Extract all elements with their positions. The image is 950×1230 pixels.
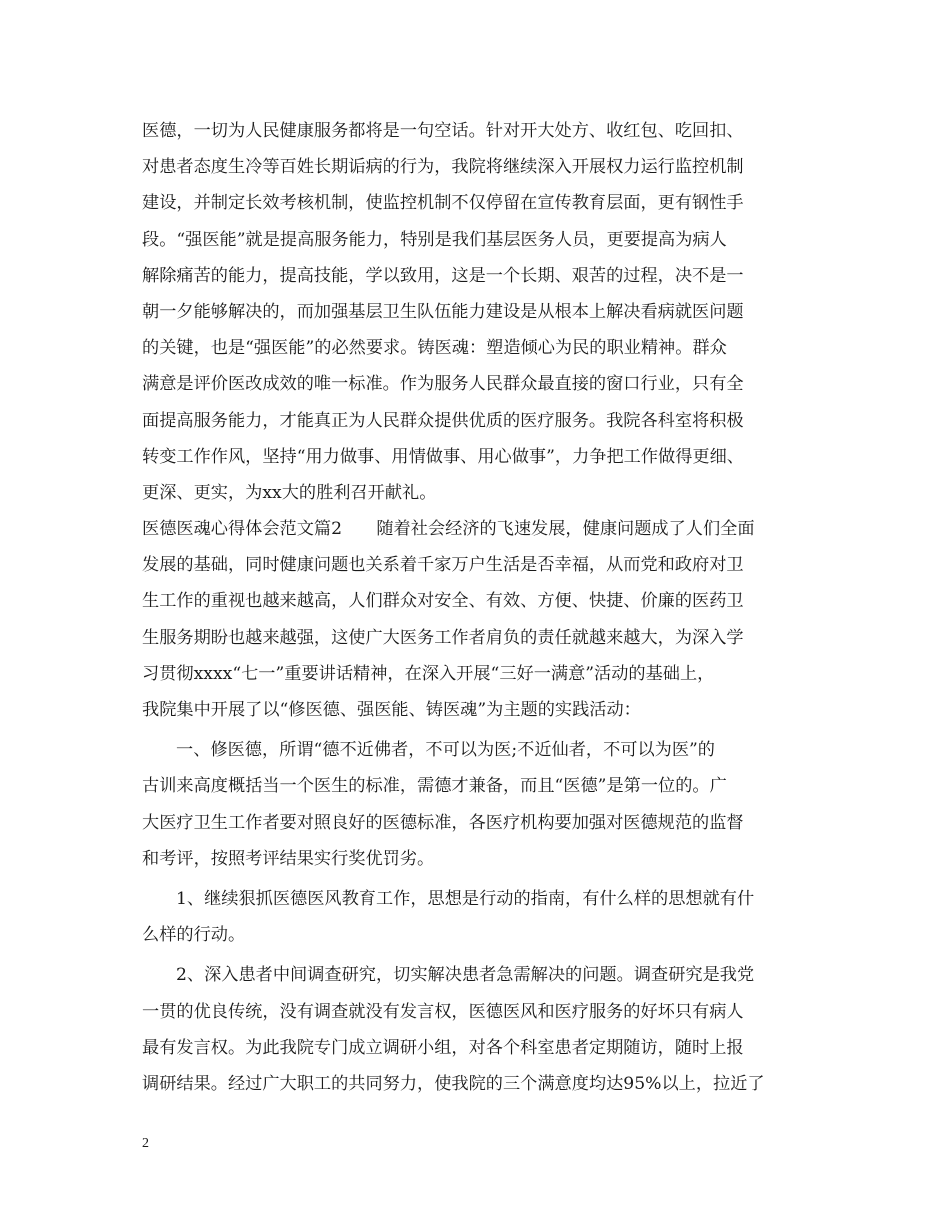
text-line: 的关键，也是“强医能”的必然要求。铸医魂：塑造倾心为民的职业精神。群众 (142, 338, 727, 359)
text-line: 1、继续狠抓医德医风教育工作，思想是行动的指南，有什么样的思想就有什 (176, 888, 755, 909)
text-line: 朝一夕能够解决的，而加强基层卫生队伍能力建设是从根本上解决看病就医问题 (142, 301, 744, 322)
page-number: 2 (142, 1136, 149, 1151)
text-line: 习贯彻xxxx“七一”重要讲话精神，在深入开展“三好一满意”活动的基础上， (142, 663, 715, 684)
text-line: 调研结果。经过广大职工的共同努力，使我院的三个满意度均达95%以上，拉近了 (142, 1073, 765, 1094)
paragraph-item-2 (142, 957, 814, 1102)
text-line: 面提高服务能力，才能真正为人民群众提供优质的医疗服务。我院各科室将积极 (142, 410, 744, 431)
text-line: 一贯的优良传统，没有调查就没有发言权，医德医风和医疗服务的好坏只有病人 (142, 1001, 744, 1022)
text-line: 医德，一切为人民健康服务都将是一句空话。针对开大处方、收红包、吃回扣、 (142, 121, 744, 141)
text-line: 最有发言权。为此我院专门成立调研小组，对各个科室患者定期随访，随时上报 (142, 1037, 744, 1058)
text-line: 和考评，按照考评结果实行奖优罚劣。 (142, 848, 435, 869)
text-line: 生服务期盼也越来越强，这使广大医务工作者肩负的责任就越来越大，为深入学 (142, 627, 744, 648)
text-line: 对患者态度生冷等百姓长期诟病的行为，我院将继续深入开展权力运行监控机制 (142, 157, 744, 178)
text-line: 生工作的重视也越来越高，人们群众对安全、有效、方便、快捷、价廉的医药卫 (142, 591, 744, 612)
paragraph-xiu-yide (142, 732, 814, 877)
text-line: 古训来高度概括当一个医生的标准，需德才兼备，而且“医德”是第一位的。广 (142, 776, 727, 797)
section-heading-line: 医德医魂心得体会范文篇2 随着社会经济的飞速发展，健康问题成了人们全面 (142, 519, 755, 540)
text-line: 建设，并制定长效考核机制，使监控机制不仅停留在宣传教育层面，更有钢性手 (142, 193, 744, 214)
paragraph-item-1 (142, 881, 814, 953)
document-body (142, 113, 814, 1102)
text-line: 我院集中开展了以“修医德、强医能、铸医魂”为主题的实践活动： (142, 700, 641, 720)
text-line: 解除痛苦的能力，提高技能，学以致用，这是一个长期、艰苦的过程，决不是一 (142, 265, 744, 286)
text-line: 转变工作作风，坚持“用力做事、用情做事、用心做事”，力争把工作做得更细、 (142, 446, 744, 467)
text-line: 更深、更实，为xx大的胜利召开献礼。 (142, 482, 437, 503)
text-line: 2、深入患者中间调查研究，切实解决患者急需解决的问题。调查研究是我党 (176, 965, 755, 986)
text-line: 发展的基础，同时健康问题也关系着千家万户生活是否幸福，从而党和政府对卫 (142, 555, 744, 576)
text-line: 一、修医德，所谓“德不近佛者，不可以为医;不近仙者，不可以为医”的 (176, 740, 715, 761)
text-line: 满意是评价医改成效的唯一标准。作为服务人民群众最直接的窗口行业，只有全 (142, 374, 744, 395)
text-line: 段。“强医能”就是提高服务能力，特别是我们基层医务人员，更要提高为病人 (142, 229, 727, 250)
text-line: 么样的行动。 (142, 925, 246, 946)
text-line: 大医疗卫生工作者要对照良好的医德标准，各医疗机构要加强对医德规范的监督 (142, 812, 744, 833)
